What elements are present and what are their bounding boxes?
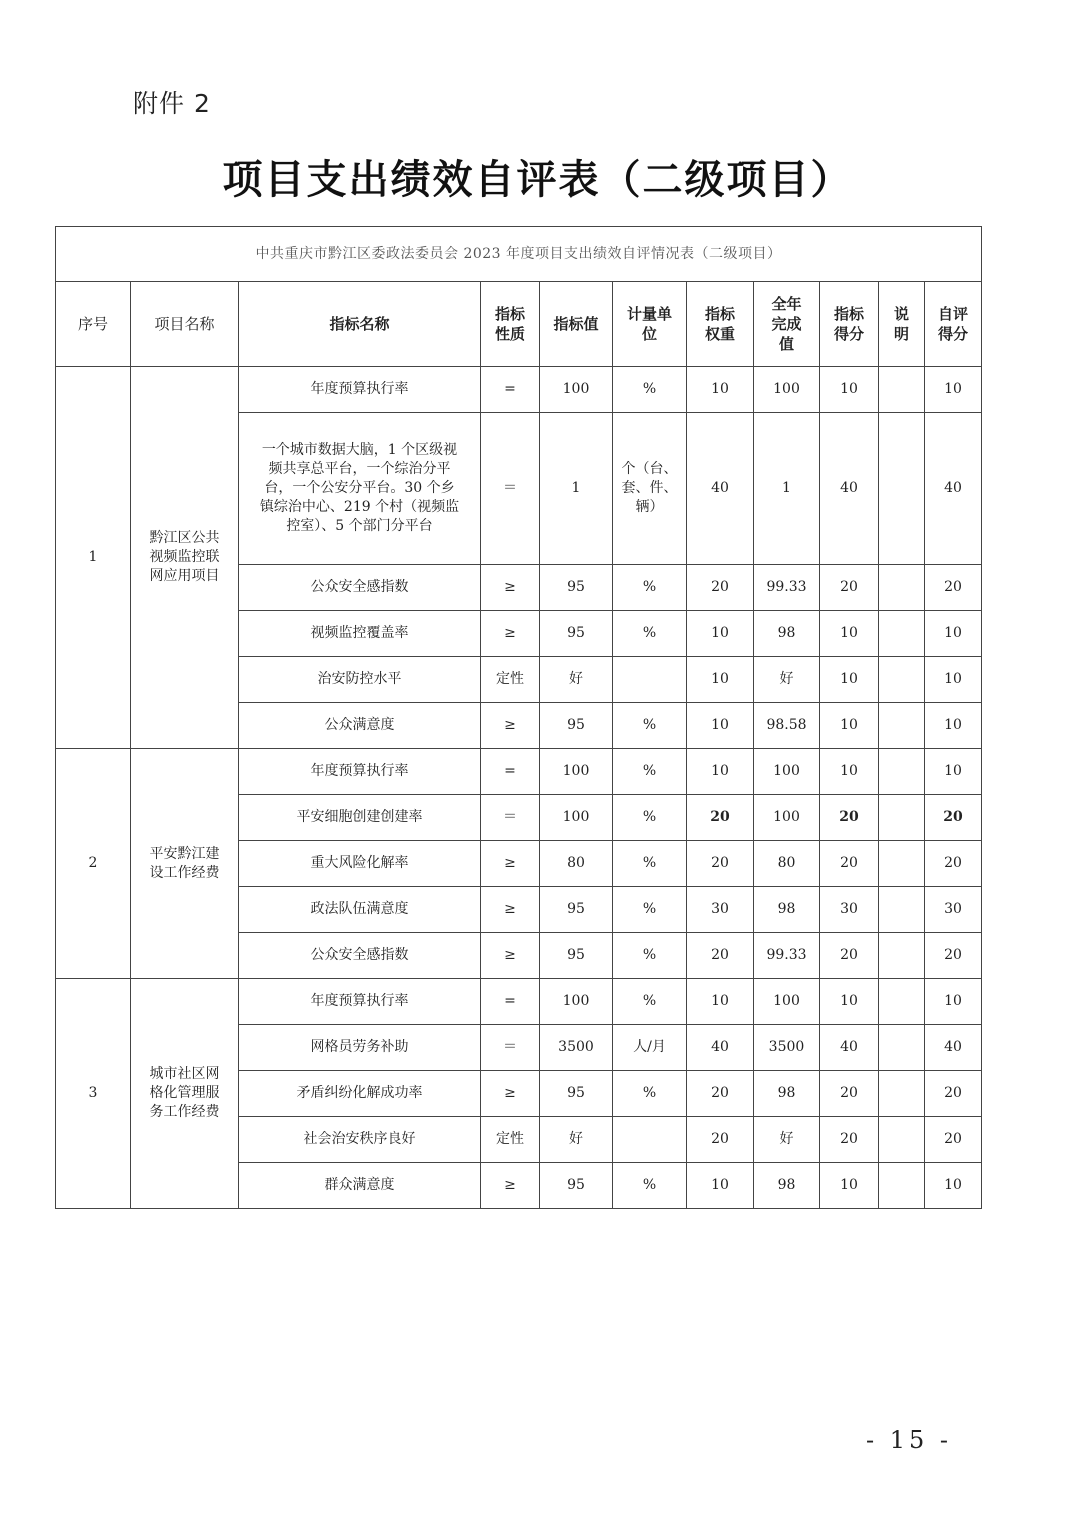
indicator-value: 95 — [540, 1163, 613, 1209]
indicator-name: 重大风险化解率 — [239, 841, 481, 887]
project-name: 城市社区网 格化管理服 务工作经费 — [131, 979, 239, 1209]
score: 40 — [820, 413, 879, 565]
note — [879, 887, 925, 933]
completion: 98 — [754, 887, 820, 933]
weight: 30 — [687, 887, 754, 933]
header-unit: 计量单 位 — [613, 282, 687, 367]
indicator-nature: = — [481, 367, 540, 413]
completion: 100 — [754, 795, 820, 841]
header-self-score: 自评 得分 — [925, 282, 982, 367]
indicator-value: 好 — [540, 1117, 613, 1163]
indicator-name: 群众满意度 — [239, 1163, 481, 1209]
indicator-value: 95 — [540, 611, 613, 657]
self-score: 40 — [925, 413, 982, 565]
indicator-nature: ≥ — [481, 611, 540, 657]
score: 30 — [820, 887, 879, 933]
weight: 20 — [687, 1071, 754, 1117]
completion: 100 — [754, 979, 820, 1025]
note — [879, 749, 925, 795]
completion: 100 — [754, 749, 820, 795]
completion: 100 — [754, 367, 820, 413]
indicator-value: 95 — [540, 887, 613, 933]
indicator-name: 公众安全感指数 — [239, 565, 481, 611]
self-score: 10 — [925, 611, 982, 657]
indicator-nature: ≥ — [481, 703, 540, 749]
completion: 98 — [754, 1163, 820, 1209]
note — [879, 657, 925, 703]
note — [879, 795, 925, 841]
indicator-name: 政法队伍满意度 — [239, 887, 481, 933]
unit: 个（台、 套、件、 辆） — [613, 413, 687, 565]
weight: 10 — [687, 367, 754, 413]
self-score: 20 — [925, 1117, 982, 1163]
indicator-value: 80 — [540, 841, 613, 887]
note — [879, 1163, 925, 1209]
unit: % — [613, 565, 687, 611]
indicator-nature: 定性 — [481, 657, 540, 703]
score: 20 — [820, 841, 879, 887]
indicator-name: 年度预算执行率 — [239, 367, 481, 413]
unit: % — [613, 1071, 687, 1117]
indicator-name: 一个城市数据大脑，1 个区级视 频共享总平台，一个综治分平 台，一个公安分平台。30 个乡 镇综治中心、219 个村（视频监 控室）、5 个部门分平台 — [239, 413, 481, 565]
note — [879, 841, 925, 887]
weight: 10 — [687, 1163, 754, 1209]
unit: % — [613, 367, 687, 413]
indicator-name: 公众安全感指数 — [239, 933, 481, 979]
score: 20 — [820, 795, 879, 841]
indicator-name: 年度预算执行率 — [239, 979, 481, 1025]
completion: 1 — [754, 413, 820, 565]
weight: 20 — [687, 565, 754, 611]
self-score: 10 — [925, 657, 982, 703]
score: 10 — [820, 657, 879, 703]
self-score: 10 — [925, 703, 982, 749]
unit: % — [613, 933, 687, 979]
unit — [613, 1117, 687, 1163]
header-note: 说 明 — [879, 282, 925, 367]
note — [879, 1117, 925, 1163]
score: 10 — [820, 367, 879, 413]
header-row — [56, 282, 982, 367]
weight: 20 — [687, 1117, 754, 1163]
indicator-nature: ≥ — [481, 933, 540, 979]
attachment-label: 附件 2 — [133, 89, 211, 118]
header-score: 指标 得分 — [820, 282, 879, 367]
indicator-name: 年度预算执行率 — [239, 749, 481, 795]
table-row — [56, 749, 982, 795]
project-no: 3 — [56, 979, 131, 1209]
self-score: 10 — [925, 1163, 982, 1209]
indicator-value: 95 — [540, 1071, 613, 1117]
indicator-value: 95 — [540, 565, 613, 611]
completion: 好 — [754, 1117, 820, 1163]
indicator-value: 100 — [540, 367, 613, 413]
self-score: 40 — [925, 1025, 982, 1071]
unit: % — [613, 1163, 687, 1209]
completion: 好 — [754, 657, 820, 703]
self-score: 30 — [925, 887, 982, 933]
score: 10 — [820, 1163, 879, 1209]
indicator-name: 矛盾纠纷化解成功率 — [239, 1071, 481, 1117]
score: 10 — [820, 703, 879, 749]
indicator-value: 3500 — [540, 1025, 613, 1071]
table-row — [56, 979, 982, 1025]
indicator-value: 1 — [540, 413, 613, 565]
indicator-nature: ＝ — [481, 1025, 540, 1071]
self-score: 20 — [925, 841, 982, 887]
note — [879, 565, 925, 611]
indicator-nature: ＝ — [481, 413, 540, 565]
header-completion: 全年 完成 值 — [754, 282, 820, 367]
weight: 40 — [687, 1025, 754, 1071]
unit: 人/月 — [613, 1025, 687, 1071]
caption-row — [56, 227, 982, 282]
indicator-name: 治安防控水平 — [239, 657, 481, 703]
self-score: 10 — [925, 367, 982, 413]
table-body — [56, 227, 982, 1209]
project-name: 平安黔江建 设工作经费 — [131, 749, 239, 979]
indicator-nature: ≥ — [481, 1071, 540, 1117]
unit: % — [613, 795, 687, 841]
score: 20 — [820, 1071, 879, 1117]
note — [879, 367, 925, 413]
weight: 20 — [687, 933, 754, 979]
weight: 10 — [687, 979, 754, 1025]
unit: % — [613, 887, 687, 933]
indicator-name: 社会治安秩序良好 — [239, 1117, 481, 1163]
score: 20 — [820, 1117, 879, 1163]
indicator-value: 95 — [540, 703, 613, 749]
self-score: 10 — [925, 979, 982, 1025]
note — [879, 703, 925, 749]
header-project-name: 项目名称 — [131, 282, 239, 367]
self-score: 20 — [925, 565, 982, 611]
score: 10 — [820, 611, 879, 657]
unit: % — [613, 749, 687, 795]
completion: 98 — [754, 1071, 820, 1117]
weight: 40 — [687, 413, 754, 565]
indicator-nature: ≥ — [481, 841, 540, 887]
unit: % — [613, 611, 687, 657]
header-weight: 指标 权重 — [687, 282, 754, 367]
performance-table — [55, 226, 982, 1209]
header-indicator-name: 指标名称 — [239, 282, 481, 367]
header-indicator-nature: 指标 性质 — [481, 282, 540, 367]
indicator-value: 95 — [540, 933, 613, 979]
weight: 10 — [687, 749, 754, 795]
indicator-value: 100 — [540, 979, 613, 1025]
header-indicator-value: 指标值 — [540, 282, 613, 367]
unit: % — [613, 703, 687, 749]
indicator-nature: 定性 — [481, 1117, 540, 1163]
note — [879, 413, 925, 565]
completion: 98 — [754, 611, 820, 657]
indicator-nature: ≥ — [481, 1163, 540, 1209]
indicator-value: 100 — [540, 795, 613, 841]
table-row — [56, 367, 982, 413]
completion: 80 — [754, 841, 820, 887]
indicator-nature: ≥ — [481, 887, 540, 933]
score: 10 — [820, 749, 879, 795]
note — [879, 979, 925, 1025]
indicator-nature: ≥ — [481, 565, 540, 611]
indicator-name: 网格员劳务补助 — [239, 1025, 481, 1071]
table-caption: 中共重庆市黔江区委政法委员会 2023 年度项目支出绩效自评情况表（二级项目） — [56, 227, 982, 282]
weight: 10 — [687, 611, 754, 657]
completion: 99.33 — [754, 933, 820, 979]
indicator-nature: = — [481, 979, 540, 1025]
project-name: 黔江区公共 视频监控联 网应用项目 — [131, 367, 239, 749]
indicator-name: 公众满意度 — [239, 703, 481, 749]
indicator-name: 视频监控覆盖率 — [239, 611, 481, 657]
completion: 3500 — [754, 1025, 820, 1071]
completion: 99.33 — [754, 565, 820, 611]
self-score: 20 — [925, 795, 982, 841]
self-score: 10 — [925, 749, 982, 795]
indicator-value: 100 — [540, 749, 613, 795]
score: 40 — [820, 1025, 879, 1071]
weight: 20 — [687, 841, 754, 887]
indicator-name: 平安细胞创建创建率 — [239, 795, 481, 841]
weight: 10 — [687, 657, 754, 703]
indicator-value: 好 — [540, 657, 613, 703]
score: 20 — [820, 933, 879, 979]
self-score: 20 — [925, 933, 982, 979]
note — [879, 611, 925, 657]
project-no: 1 — [56, 367, 131, 749]
self-score: 20 — [925, 1071, 982, 1117]
note — [879, 933, 925, 979]
weight: 20 — [687, 795, 754, 841]
score: 20 — [820, 565, 879, 611]
score: 10 — [820, 979, 879, 1025]
unit: % — [613, 841, 687, 887]
completion: 98.58 — [754, 703, 820, 749]
note — [879, 1025, 925, 1071]
document-title: 项目支出绩效自评表（二级项目） — [222, 157, 853, 203]
weight: 10 — [687, 703, 754, 749]
indicator-nature: ＝ — [481, 795, 540, 841]
project-no: 2 — [56, 749, 131, 979]
indicator-nature: = — [481, 749, 540, 795]
page-number: - 15 - — [866, 1426, 953, 1454]
header-no: 序号 — [56, 282, 131, 367]
unit: % — [613, 979, 687, 1025]
unit — [613, 657, 687, 703]
note — [879, 1071, 925, 1117]
